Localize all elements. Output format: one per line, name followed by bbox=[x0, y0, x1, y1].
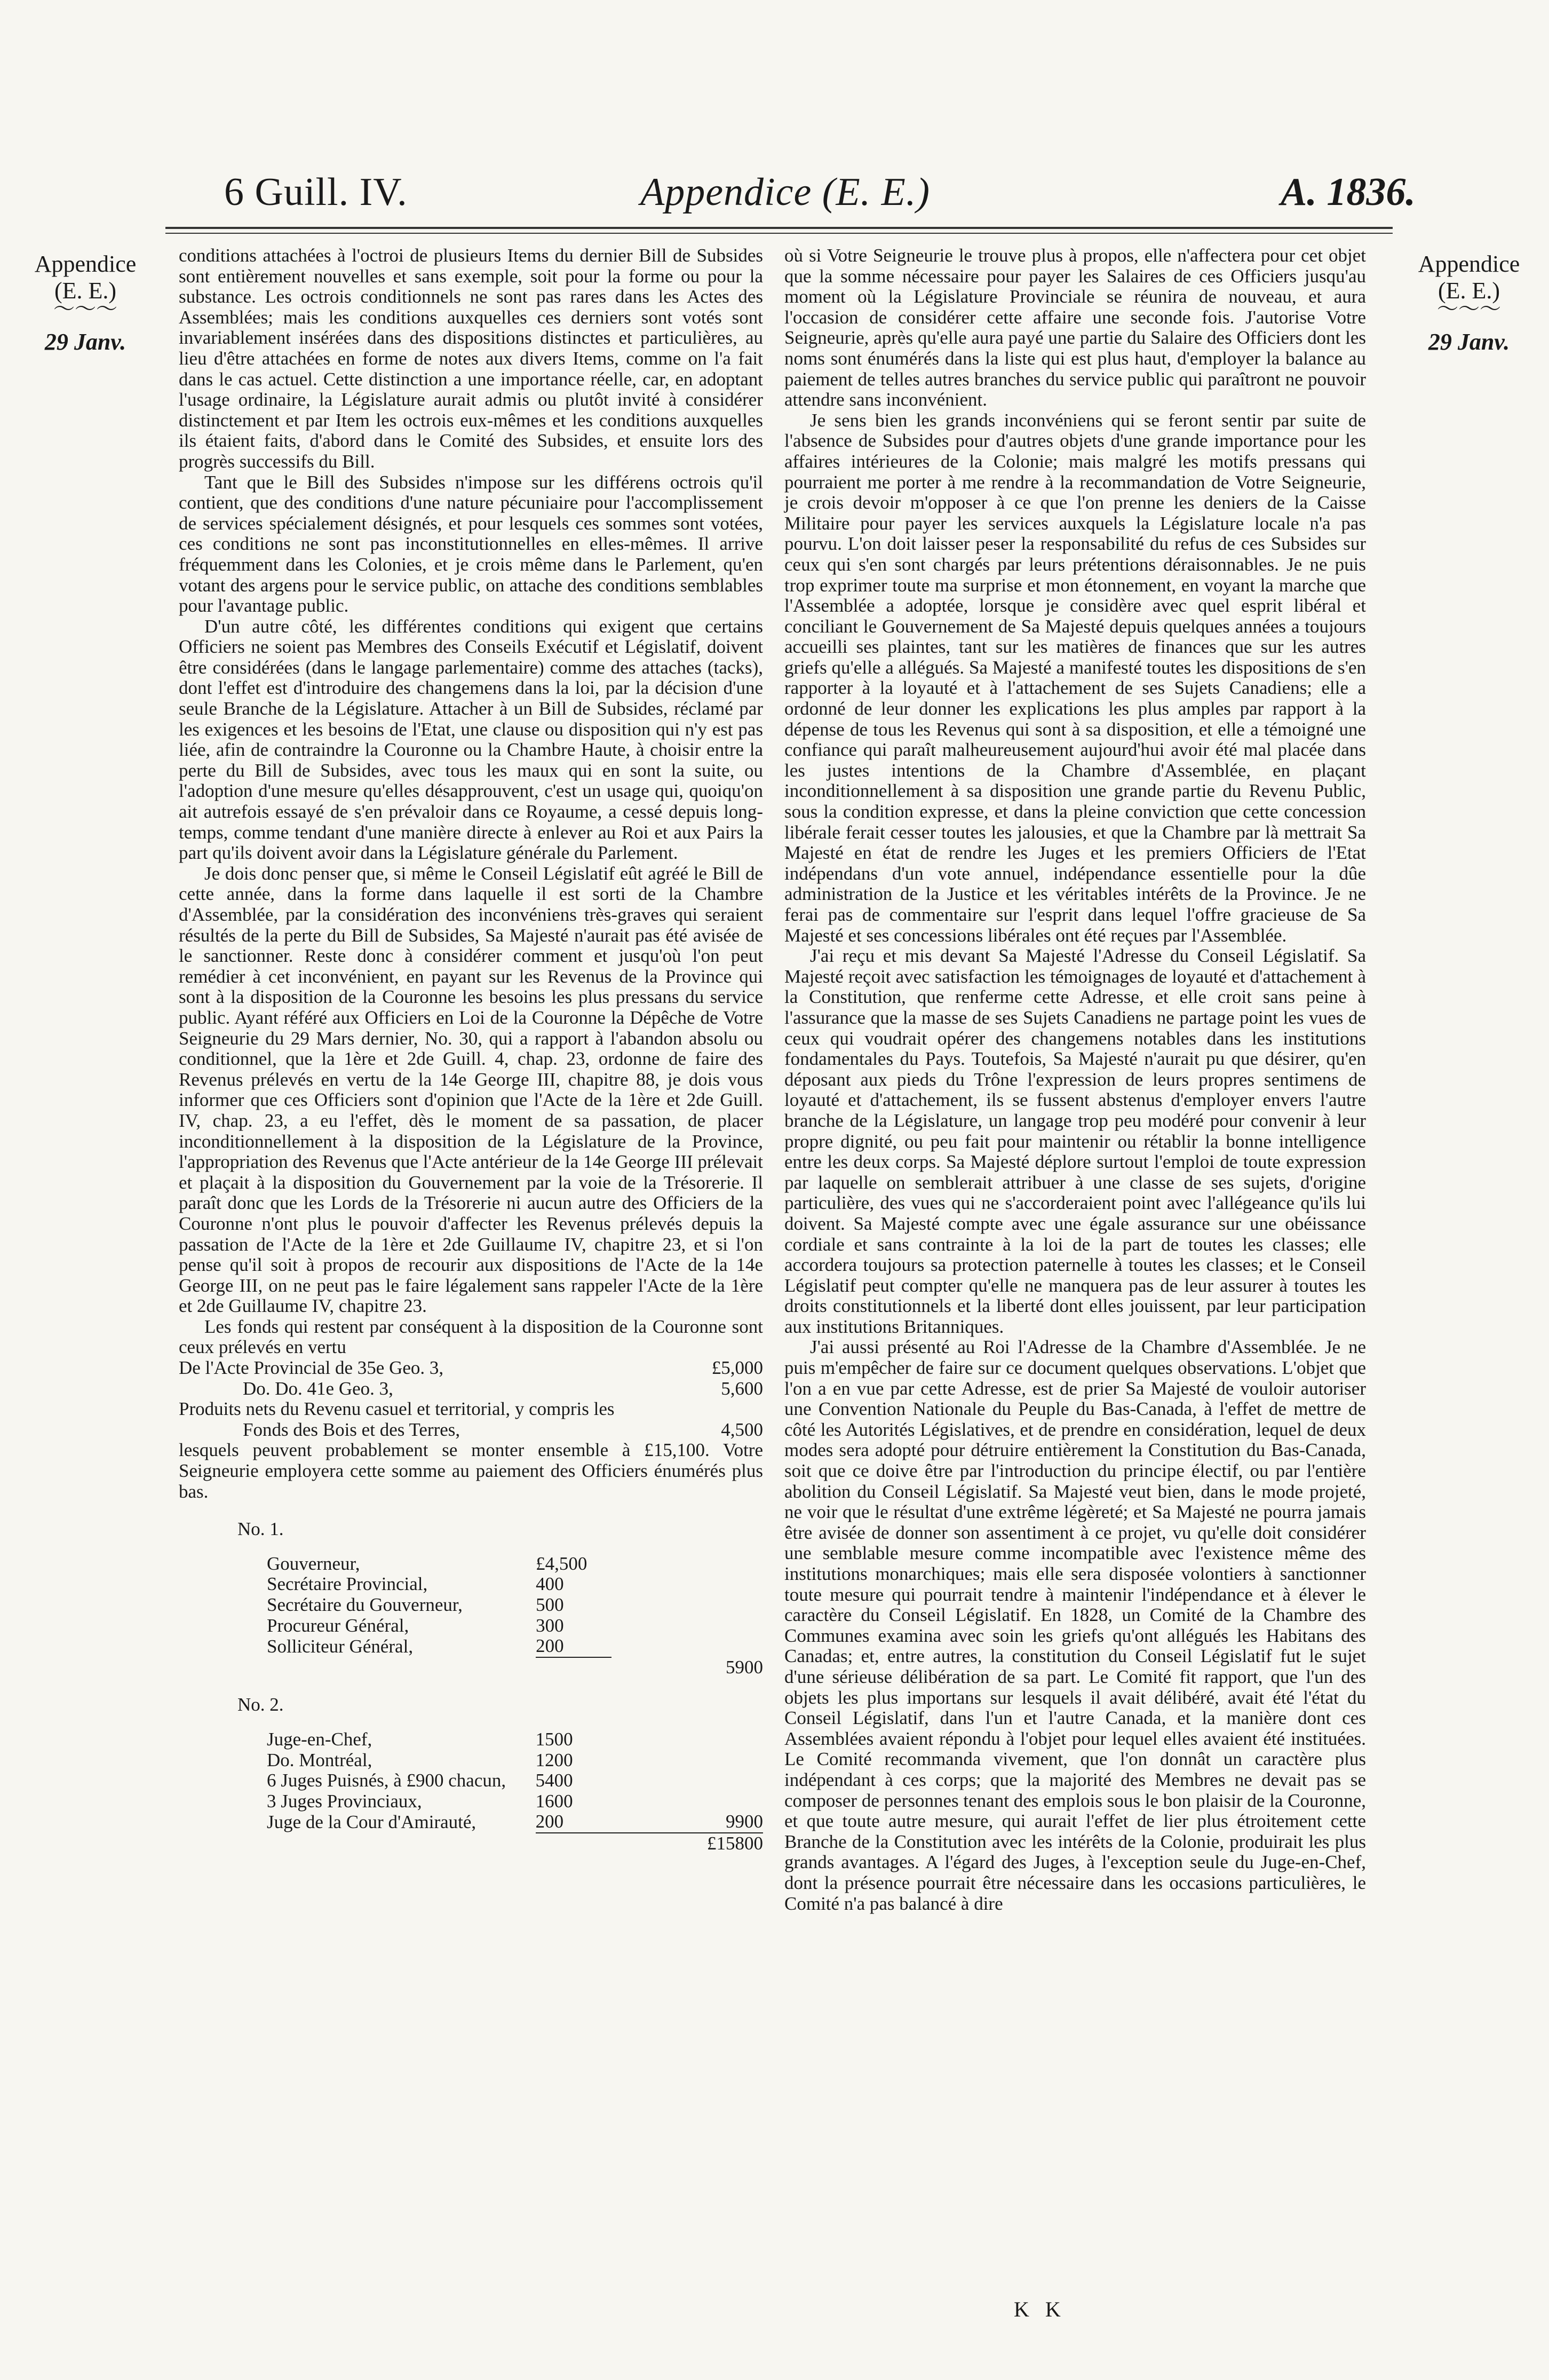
table-row bbox=[267, 1636, 763, 1657]
officer-salary: £4,500 bbox=[536, 1553, 587, 1574]
produits-line: Produits nets du Revenu casuel et territorial, y compris les bbox=[179, 1398, 615, 1420]
list-heading-no2: No. 2. bbox=[237, 1694, 284, 1715]
table-row bbox=[267, 1657, 763, 1678]
officer-salary: 300 bbox=[536, 1615, 564, 1636]
margin-flourish: 〜〜〜 bbox=[1437, 297, 1501, 321]
paragraph: lesquels peuvent probablement se monter ensemble à £15,100. Votre Seigneurie employera cette somme au paiement des Officiers énumérés plus bas. bbox=[179, 1440, 763, 1502]
officer-name: Do. Montréal, bbox=[267, 1749, 372, 1770]
paragraph: J'ai aussi présenté au Roi l'Adresse de la Chambre d'Assemblée. Je ne puis m'empêcher de faire sur ce document quelques observations. L'objet que l'on a en vue par cette Adresse, est de prier Sa Majesté de vouloir autoriser une Convention Nationale du Peuple du Bas-Canada, à l'effet de mettre de côté les Autorités Législatives, et de prendre en considération, lequel de deux modes sera adopté pour détruire entièrement la Constitution du Bas-Canada, soit que ce doive être par l'introduction du principe électif, ou par l'entière abolition du Conseil Législatif. Sa Majesté veut bien, dans le mode projeté, ne voir que le résultat d'une extrême légèreté; et Sa Majesté ne pourra jamais être avisée de donner son assentiment à ce projet, vu qu'elle doit considérer une semblable mesure comme incompatible avec l'existence même des institutions monarchiques; mais elle sera disposée volontiers à sanctionner toute mesure qui pourrait tendre à maintenir l'indépendance et à élever le caractère du Conseil Législatif. En 1828, un Comité de la Chambre des Communes examina avec soin les griefs qu'ont allégués les Habitans des Canadas; et, entre autres, la constitution du Conseil Législatif fut le sujet d'une sérieuse délibération de sa part. Le Comité fit rapport, que l'un des objets les plus importans sur lesquels il avait délibéré, avait été l'état du Conseil Législatif, dans l'un et l'autre Canada, et la manière dont ces Assemblées avaient répondu à l'objet pour lequel elles avaient été instituées. Le Comité recommanda vivement, que l'on donnât un caractère plus indépendant à ces corps; que la majorité des Membres ne devait pas se composer de personnes tenant des emplois sous le bon plaisir de la Couronne, et que toute autre mesure, qui aurait l'effet de lier plus étroitement cette Branche de la Constitution avec les intérêts de la Colonie, produirait les plus grands avantages. A l'égard des Juges, à l'exception seule du Juge-en-Chef, dont la présence pourrait être nécessaire dans les occasions particulières, le Comité n'a pas balancé à dire bbox=[784, 1337, 1366, 1914]
margin-appendix-tag: (E. E.) bbox=[54, 278, 117, 304]
header-rule-thick bbox=[165, 227, 1393, 229]
table-row bbox=[267, 1616, 763, 1636]
list-heading-no1: No. 1. bbox=[237, 1519, 284, 1540]
right-column bbox=[784, 246, 1366, 1914]
header-year: A. 1836. bbox=[1281, 170, 1416, 214]
officers-table-no2 bbox=[267, 1729, 763, 1854]
act-amount: 4,500 bbox=[721, 1419, 763, 1440]
margin-date: 29 Janv. bbox=[44, 329, 126, 355]
officer-salary: 200 bbox=[536, 1812, 609, 1833]
table-row bbox=[267, 1833, 763, 1854]
officer-name: Gouverneur, bbox=[267, 1553, 360, 1574]
paragraph: Je sens bien les grands inconvéniens qui se feront sentir par suite de l'absence de Subsides pour d'autres objets d'une grande importance pour les affaires intérieures de la Colonie; mais malgré les motifs pressans qui pourraient me porter à me rendre à la recommandation de Votre Seigneurie, je crois devoir m'opposer à ce que l'on prenne les deniers de la Caisse Militaire pour payer les services auxquels la Législature locale n'a pas pourvu. L'on doit laisser peser la responsabilité du refus de ces Subsides sur ceux qui s'en sont chargés par leurs prétentions déraisonnables. Je ne puis trop exprimer toute ma surprise et mon étonnement, en voyant la marche que l'Assemblée a adoptée, lorsque je considère avec quel esprit libéral et conciliant le Gouvernement de Sa Majesté depuis quelques années a toujours accueilli ses plaintes, tant sur les matières de finances que sur les autres griefs qu'elle a allégués. Sa Majesté a manifesté toutes les dispositions de s'en rapporter à la loyauté et à l'attachement de ses Sujets Canadiens; elle a ordonné de leur donner les explications les plus amples par rapport à la dépense de tous les Revenus qui sont à sa disposition, et elle a témoigné une confiance qui paraît malheureusement aujourd'hui avoir été mal placée dans les justes intentions de la Chambre d'Assemblée, en plaçant inconditionnellement à sa disposition une grande partie du Revenu Public, sous la condition expresse, et dans la pleine conviction que cette concession libérale ferait cesser toutes les jalousies, et que la Chambre par là mettrait Sa Majesté en état de rendre les Juges et les premiers Officiers de l'Etat indépendans d'un vote annuel, indépendance essentielle pour la dûe administration de la Justice et les véritables intérêts de la Province. Je ne ferai pas de commentaire sur l'esprit dans lequel l'offre gracieuse de Sa Majesté et ses concessions libérales ont été reçues par l'Assemblée. bbox=[784, 409, 1366, 946]
subtotal-no2: 9900 bbox=[726, 1811, 763, 1832]
officer-name: Procureur Général, bbox=[267, 1615, 409, 1636]
grand-total: £15800 bbox=[609, 1833, 763, 1854]
officer-name: 6 Juges Puisnés, à £900 chacun, bbox=[267, 1770, 506, 1791]
officer-salary: 1500 bbox=[535, 1728, 573, 1750]
table-row bbox=[267, 1595, 763, 1616]
officer-name: 3 Juges Provinciaux, bbox=[267, 1790, 422, 1812]
table-row bbox=[267, 1574, 763, 1595]
officer-name: Juge-en-Chef, bbox=[267, 1728, 372, 1750]
act-amount: 5,600 bbox=[721, 1378, 763, 1399]
signature-mark: K K bbox=[1014, 2297, 1066, 2321]
table-row bbox=[267, 1554, 763, 1575]
act-row bbox=[179, 1379, 763, 1399]
margin-appendix-label: Appendice bbox=[1418, 251, 1520, 277]
header-appendix-title: Appendice (E. E.) bbox=[640, 170, 930, 214]
officers-table-no1 bbox=[267, 1554, 763, 1678]
table-row bbox=[267, 1791, 763, 1812]
officer-salary: 1200 bbox=[535, 1749, 573, 1770]
subtotal-no1: 5900 bbox=[726, 1656, 763, 1678]
officer-salary: 5400 bbox=[535, 1770, 573, 1791]
margin-date: 29 Janv. bbox=[1428, 329, 1510, 355]
table-row bbox=[267, 1812, 763, 1833]
margin-note-right bbox=[1392, 251, 1546, 355]
paragraph: conditions attachées à l'octroi de plusieurs Items du dernier Bill de Subsides sont entièrement nouvelles et sans exemple, soit pour la forme ou pour la substance. Les octrois conditionnels ne sont pas rares dans les Actes des Assemblées; mais les conditions auxquelles ces derniers sont votés sont invariablement insérées dans des dispositions distinctes et particulières, au lieu d'être attachées en forme de notes aux divers Items, comme on l'a fait dans le cas actuel. Cette distinction a une importance réelle, car, en adoptant l'usage ordinaire, la Législature aurait admis ou plutôt invité à considérer distinctement et par Item les octrois eux-mêmes et les conditions auxquelles ils étaient faits, d'abord dans le Comité des Subsides, et ensuite lors des progrès successifs du Bill. bbox=[179, 245, 763, 472]
officer-salary: 200 bbox=[536, 1636, 611, 1657]
officer-salary: 500 bbox=[536, 1594, 564, 1615]
officer-salary: 400 bbox=[536, 1574, 564, 1595]
officer-name: Secrétaire Provincial, bbox=[267, 1574, 428, 1595]
table-row bbox=[267, 1729, 763, 1750]
act-amount: £5,000 bbox=[711, 1357, 763, 1379]
margin-appendix-tag: (E. E.) bbox=[1437, 278, 1500, 304]
left-column bbox=[179, 246, 763, 1854]
revenue-acts bbox=[179, 1358, 763, 1440]
act-label: Fonds des Bois et des Terres, bbox=[243, 1419, 460, 1440]
officer-name: Juge de la Cour d'Amirauté, bbox=[267, 1812, 476, 1833]
act-label: De l'Acte Provincial de 35e Geo. 3, bbox=[179, 1357, 444, 1379]
header-regnal-year: 6 Guill. IV. bbox=[224, 170, 408, 214]
act-label: Do. Do. 41e Geo. 3, bbox=[243, 1378, 393, 1399]
header-rule-thin bbox=[165, 233, 1393, 234]
margin-appendix-label: Appendice bbox=[34, 251, 137, 277]
paragraph: Les fonds qui restent par conséquent à la disposition de la Couronne sont ceux prélevés en vertu bbox=[179, 1316, 763, 1358]
act-row bbox=[179, 1358, 763, 1379]
paragraph: Tant que le Bill des Subsides n'impose sur les différens octrois qu'il contient, que des conditions d'une nature pécuniaire pour l'accomplissement de services spécialement désignés, et pour lesquels ces sommes sont votées, ces conditions ne sont pas inconstitutionnelles en elles-mêmes. Il arrive fréquemment dans les Colonies, et je crois même dans le Parlement, qu'en votant des argens pour le service public, on attache des conditions semblables pour l'avantage public. bbox=[179, 471, 763, 616]
officer-salary: 1600 bbox=[535, 1790, 573, 1812]
table-row bbox=[267, 1770, 763, 1791]
paragraph: où si Votre Seigneurie le trouve plus à propos, elle n'affectera pour cet objet que la somme nécessaire pour payer les Salaires de ces Officiers jusqu'au moment où la Législature Provinciale se réunira de nouveau, et aura l'occasion de considérer cette affaire une seconde fois. J'autorise Votre Seigneurie, après qu'elle aura payé une partie du Salaire des Officiers dont les noms sont énumérés dans la liste qui est plus haut, d'employer la balance au paiement de telles autres branches du service public qui paraîtront ne pouvoir attendre sans inconvénient. bbox=[784, 245, 1366, 410]
margin-flourish: 〜〜〜 bbox=[53, 297, 117, 321]
page-header bbox=[0, 170, 1549, 228]
officer-name: Solliciteur Général, bbox=[267, 1636, 414, 1657]
paragraph: D'un autre côté, les différentes conditions qui exigent que certains Officiers ne soient pas Membres des Conseils Exécutif et Législatif, doivent être considérées (dans le langage parlementaire) comme des attaches (tacks), dont l'effet est d'introduire des changemens dans la loi, par la décision d'une seule Branche de la Législature. Attacher à un Bill de Subsides, réclamé par les exigences et les besoins de l'Etat, une clause ou disposition qui n'y est pas liée, afin de contraindre la Couronne ou la Chambre Haute, à choisir entre la perte du Bill de Subsides, avec tous les maux qui en sont la suite, ou l'adoption d'une mesure qu'elles désapprouvent, c'est un usage qui, quoiqu'on ait autrefois essayé de s'en prévaloir dans ce Royaume, a cessé depuis long-temps, comme tendant d'une manière directe à enlever au Roi et aux Pairs la part qu'ils doivent avoir dans la Législature générale du Parlement. bbox=[179, 615, 763, 864]
margin-note-left bbox=[5, 251, 165, 355]
paragraph: J'ai reçu et mis devant Sa Majesté l'Adresse du Conseil Législatif. Sa Majesté reçoit avec satisfaction les témoignages de loyauté et d'attachement à la Constitution, que renferme cette Adresse, et elle croit sans peine à l'assurance que la masse de ses Sujets Canadiens ne partage point les vues de ceux qui voudrait opérer des changemens notables dans les institutions fondamentales du Pays. Toutefois, Sa Majesté n'aurait pu que désirer, qu'en déposant aux pieds du Trône l'expression de leurs propres sentimens de loyauté et d'attachement, ils se fussent abstenus d'employer envers l'autre branche de la Législature, un langage trop peu modéré pour convenir à leur propre dignité, ou peu fait pour maintenir ou rétablir la bonne intelligence entre les deux corps. Sa Majesté déplore surtout l'emploi de toute expression par laquelle on semblerait attribuer à une classe de ses sujets, d'origine particulière, des vues qui ne s'accorderaient point avec l'allégeance qu'ils lui doivent. Sa Majesté compte avec une égale assurance sur une obéissance cordiale et sans contrainte à la loi de la part de toutes les classes; elle accordera toujours sa protection paternelle à toutes les classes; et le Conseil Législatif peut compter qu'elle ne manquera pas de leur assurer à toutes les droits constitutionnels et la liberté dont elles jouissent, par leur participation aux institutions Britanniques. bbox=[784, 945, 1366, 1337]
officer-name: Secrétaire du Gouverneur, bbox=[267, 1594, 463, 1615]
table-row bbox=[267, 1750, 763, 1771]
paragraph: Je dois donc penser que, si même le Conseil Législatif eût agréé le Bill de cette année, dans la forme dans laquelle il est sorti de la Chambre d'Assemblée, par la considération des inconvéniens très-graves qui seraient résultés de la perte du Bill de Subsides, Sa Majesté n'aurait pas été avisée de le sanctionner. Reste donc à considérer comment et jusqu'où l'on peut remédier à cet inconvénient, en payant sur les Revenus de la Province qui sont à la disposition de la Couronne les besoins les plus pressans du service public. Ayant référé aux Officiers en Loi de la Couronne la Dépêche de Votre Seigneurie du 29 Mars dernier, No. 30, qui a rapport à l'abandon absolu ou conditionnel, que la 1ère et 2de Guill. 4, chap. 23, ordonne de faire des Revenus prélevés en vertu de la 14e George III, chapitre 88, je dois vous informer que ces Officiers sont d'opinion que l'Acte de la 1ère et 2de Guill. IV, chap. 23, a eu l'effet, dès le moment de sa passation, de placer inconditionnellement à la disposition de la Législature de la Province, l'appropriation des Revenus que l'Acte antérieur de la 14e George III prélevait et plaçait à la disposition du Gouvernement par la voie de la Trésorerie. Il paraît donc que les Lords de la Trésorerie ni aucun autre des Officiers de la Couronne n'ont plus le pouvoir d'affecter les Revenus prélevés depuis la passation de l'Acte de la 1ère et 2de Guillaume IV, chapitre 23, et si l'on pense qu'il soit à propos de recourir aux dispositions de l'Acte de la 14e George III, on ne peut pas le faire légalement sans rappeler l'Acte de la 1ère et 2de Guillaume IV, chapitre 23. bbox=[179, 863, 763, 1317]
act-row bbox=[179, 1420, 763, 1441]
